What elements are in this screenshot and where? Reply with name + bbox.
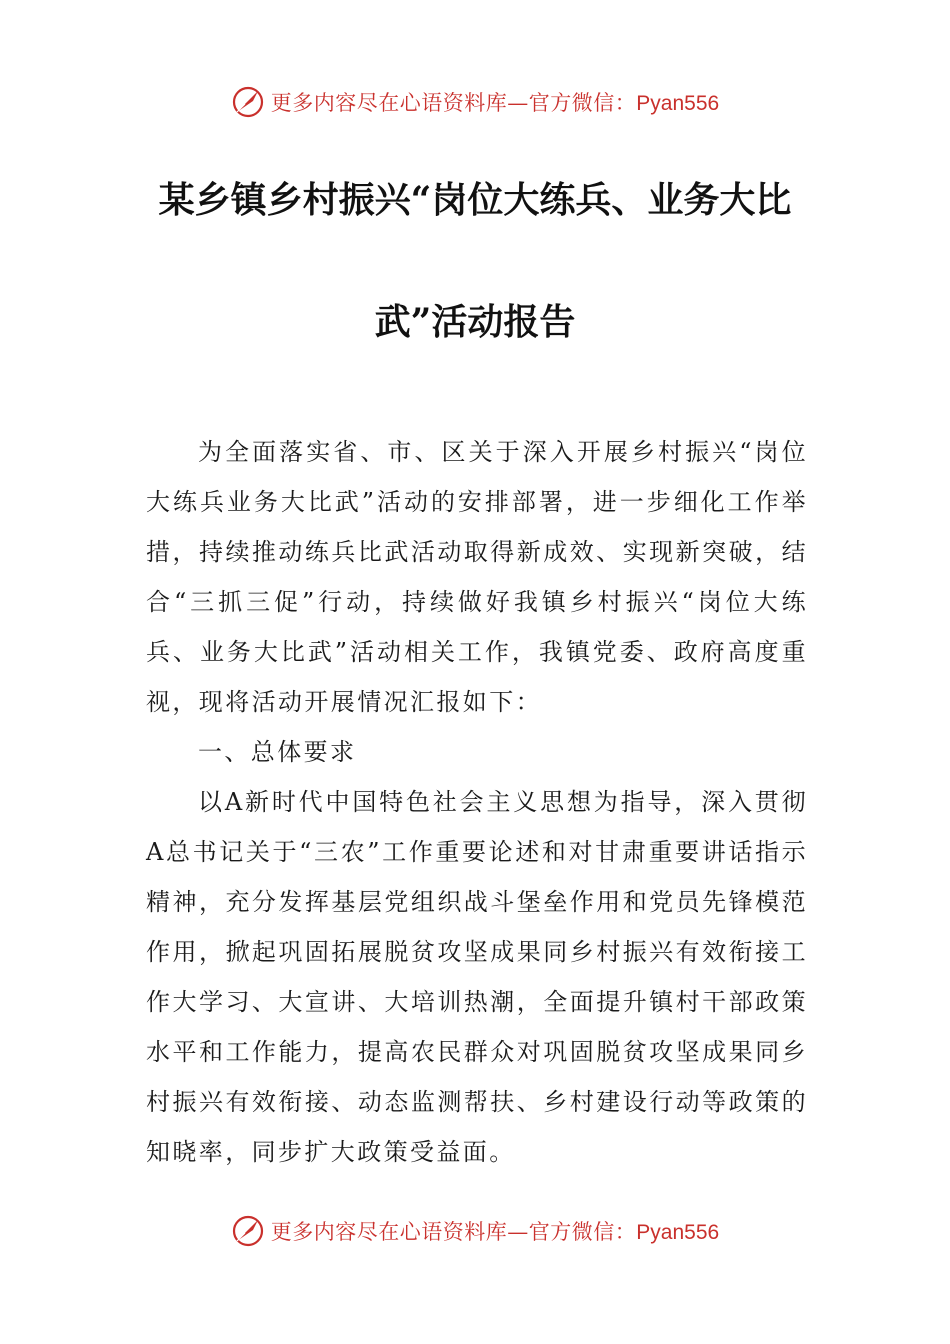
section-heading <box>146 727 808 777</box>
watermark-handle: Pyan556 <box>636 92 720 115</box>
quill-logo-icon <box>231 1214 265 1248</box>
paragraph-text: 以A新时代中国特色社会主义思想为指导，深入贯彻A总书记关于“三农”工作重要论述和对甘肃重要讲话指示精神，充分发挥基层党组织战斗堡垒作用和党员先锋模范作用，掀起巩固拓展脱贫攻坚成果同乡村振兴有效衔接工作大学习、大宣讲、大培训热潮，全面提升镇村干部政策水平和工作能力，提高农民群众对巩固脱贫攻坚成果同乡村振兴有效衔接、动态监测帮扶、乡村建设行动等政策的知晓率，同步扩大政策受益面。 <box>146 788 808 1166</box>
document-title-line-2: 武”活动报告 <box>374 301 576 343</box>
watermark-banner-bottom <box>0 1211 950 1251</box>
watermark-handle: Pyan556 <box>636 1221 720 1244</box>
document-title-line-1: 某乡镇乡村振兴“岗位大练兵、业务大比 <box>158 179 792 221</box>
watermark-text: 更多内容尽在心语资料库—官方微信：Pyan556 <box>270 91 720 115</box>
quill-logo-icon <box>231 85 265 119</box>
body-paragraph-intro <box>146 427 808 727</box>
watermark-text: 更多内容尽在心语资料库—官方微信：Pyan556 <box>270 1220 720 1244</box>
body-paragraph-requirements <box>146 777 808 1177</box>
section-heading-text: 一、总体要求 <box>198 738 357 766</box>
paragraph-text: 为全面落实省、市、区关于深入开展乡村振兴“岗位大练兵业务大比武”活动的安排部署，进一步细化工作举措，持续推动练兵比武活动取得新成效、实现新突破，结合“三抓三促”行动，持续做好我镇乡村振兴“岗位大练兵、业务大比武”活动相关工作，我镇党委、政府高度重视，现将活动开展情况汇报如下： <box>146 438 808 716</box>
watermark-banner-top <box>0 82 950 122</box>
